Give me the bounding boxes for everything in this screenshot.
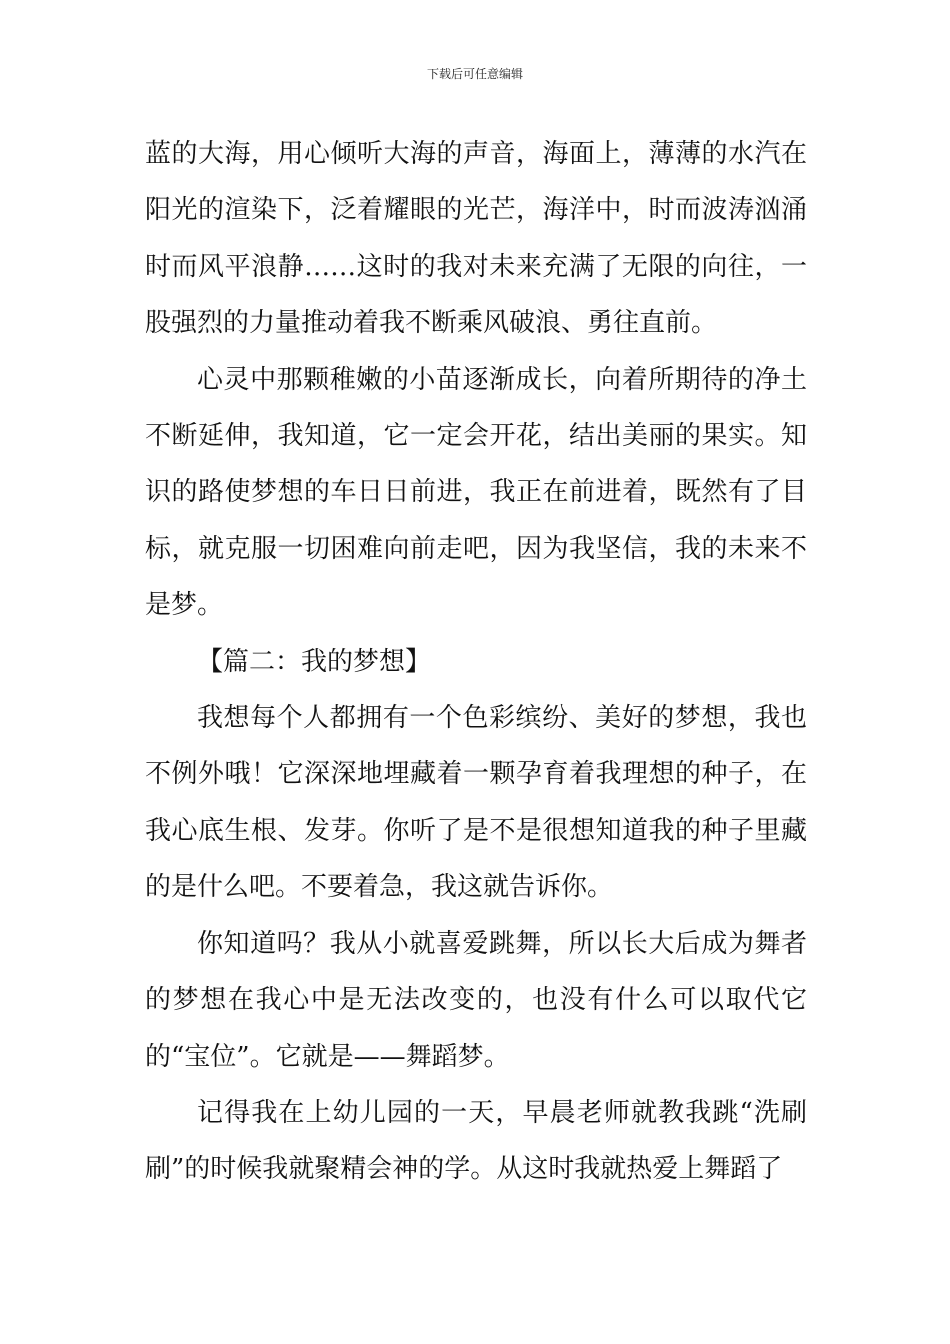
page-header: 下载后可任意编辑	[426, 67, 523, 81]
paragraph-4: 你知道吗？我从小就喜爱跳舞，所以长大后成为舞者的梦想在我心中是无法改变的，也没有什么可以取代它的“宝位”。它就是——舞蹈梦。	[145, 928, 807, 1072]
paragraph-3: 我想每个人都拥有一个色彩缤纷、美好的梦想，我也不例外哦！它深深地埋藏着一颗孕育着我理想的种子，在我心底生根、发芽。你听了是不是很想知道我的种子里藏的是什么吧。不要着急，我这就告诉你。	[145, 703, 807, 903]
paragraph-2: 心灵中那颗稚嫩的小苗逐渐成长，向着所期待的净土不断延伸，我知道，它一定会开花，结出美丽的果实。知识的路使梦想的车日日前进，我正在前进着，既然有了目标，就克服一切困难向前走吧，因为我坚信，我的未来不是梦。	[145, 364, 807, 621]
paragraph-5: 记得我在上幼儿园的一天，早晨老师就教我跳“洗刷刷”的时候我就聚精会神的学。从这时我就热爱上舞蹈了	[145, 1097, 807, 1185]
document-body	[145, 126, 807, 1198]
paragraph-1: 蓝的大海，用心倾听大海的声音，海面上，薄薄的水汽在阳光的渲染下，泛着耀眼的光芒，海洋中，时而波涛汹涌时而风平浪静……这时的我对未来充满了无限的向往，一股强烈的力量推动着我不断乘风破浪、勇往直前。	[145, 139, 807, 339]
section-heading: 【篇二：我的梦想】	[197, 646, 432, 677]
